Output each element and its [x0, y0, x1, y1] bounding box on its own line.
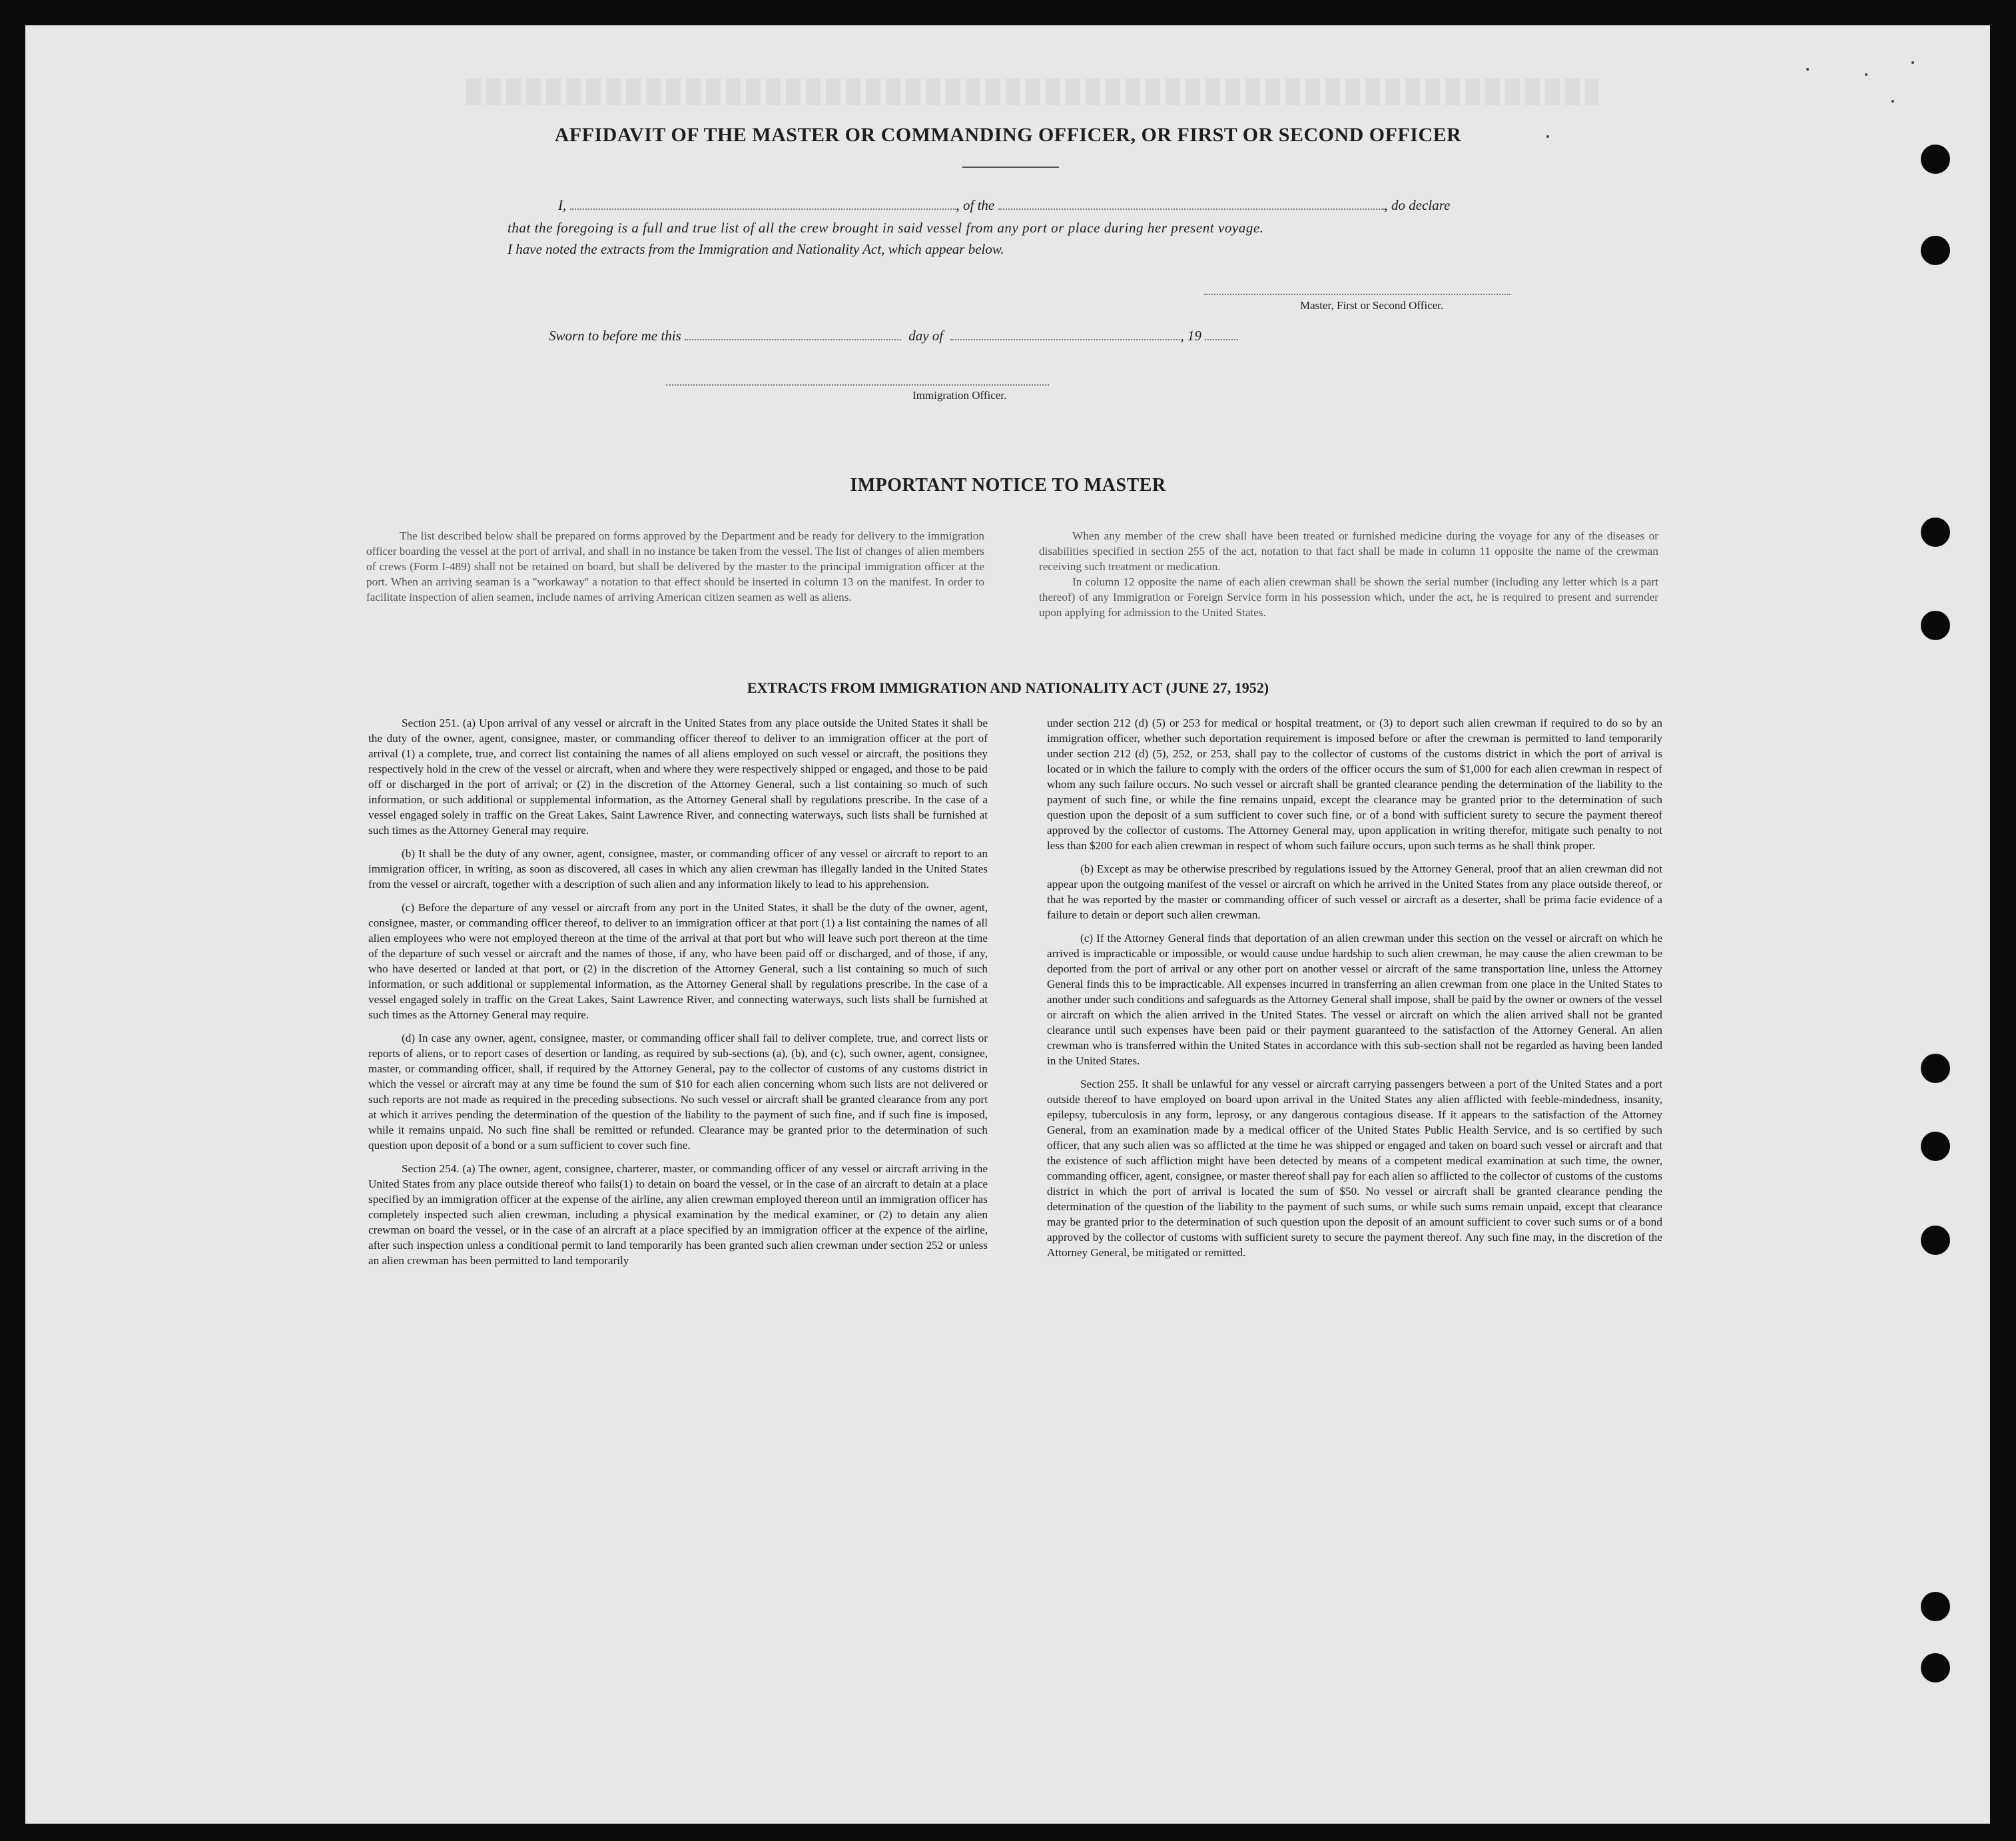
officer-signature-line[interactable] [666, 384, 1049, 386]
notice-left-column [366, 528, 984, 613]
notice-title: IMPORTANT NOTICE TO MASTER [850, 475, 1166, 496]
section-paragraph: Section 254. (a) The owner, agent, consignee, charterer, master, or commanding officer of any vessel or aircraft arriving in the United States from any place outside thereof who fails(1) to detain on board the vessel, or in the case of an aircraft to detain at a place specified by an immigration officer at the expense of the airline, any alien crewman employed thereon until an immigration officer has completely inspected such alien crewman, including a physical examination by the medical examiner, or (2) to detain any alien crewman on board the vessel, or in the case of an aircraft at a place specified by an immigration officer at the expence of the airline, after such inspection unless a conditional permit to land temporarily has been granted such alien crewman under section 252 or unless an alien crewman has been permitted to land temporarily [368, 1162, 988, 1267]
day-of-label: day of [908, 328, 944, 344]
of-the-label: , of the [956, 197, 995, 213]
section-paragraph: under section 212 (d) (5) or 253 for medical or hospital treatment, or (3) to deport such alien crewman if required to do so by an immigration officer, whether such deportation requirement is imposed before or after the crewman is permitted to land temporarily under section 212 (d) (5), 252, or 253, shall pay to the collector of customs of the customs district in which the port of arrival is located or in which the failure to comply with the orders of the officer occurs the sum of $1,000 for each alien crewman in respect of whom any such failure occurs. No such vessel or aircraft shall be granted clearance pending the determination of the liability to the payment of such fine, or while the fine remains unpaid, except the clearance may be granted prior to the determination of such question upon the deposit of a sum sufficient to cover such fine, or of a bond with sufficient surety to secure the payment thereof approved by the collector of customs. The Attorney General may, upon application in writing therefor, mitigate such penalty to not less than $200 for each alien crewman in respect of whom such failure occurs, upon such terms as he shall think proper. [1047, 717, 1662, 852]
title-divider [962, 167, 1059, 168]
bleed-through-text [466, 79, 1598, 105]
i-label: I, [558, 197, 567, 213]
year-label: , 19 [1180, 328, 1201, 344]
section-paragraph: (b) Except as may be otherwise prescribed by regulations issued by the Attorney General, proof that an alien crewman did not appear upon the outgoing manifest of the vessel or aircraft on which he arrived in the United States from any place outside thereof, or that he was reported by the master or commanding officer of such vessel or aircraft as a deserter, shall be prima facie evidence of a failure to detain or deport such alien crewman. [1047, 863, 1662, 921]
notice-right-column [1039, 528, 1658, 628]
binder-hole [1921, 1132, 1950, 1161]
speck [1911, 61, 1914, 64]
speck [1865, 73, 1867, 76]
affidavit-line-3: I have noted the extracts from the Immigration and Nationality Act, which appear below. [507, 241, 1004, 257]
section-paragraph: (c) Before the departure of any vessel or aircraft from any port in the United States, it shall be the duty of the owner, agent, consignee, master, or commanding officer thereof, to deliver to an immigration officer at that port (1) a list containing the names of all alien employees who were not employed thereon at the time of the arrival at that port but who will leave such port thereon at the time of the departure of such vessel or aircraft and the names of those, if any, who have been paid off or discharged, and of those, if any, who have deserted or landed at that port, or (2) in the discretion of the Attorney General, such a list containing so much of such information, or such additional or supplemental information, as the Attorney General shall by regulations prescribe. In the case of a vessel engaged solely in traffic on the Great Lakes, Saint Lawrence River, and connecting waterways, such lists shall be furnished at such times as the Attorney General may require. [368, 901, 988, 1021]
officer-signature-label: Immigration Officer. [912, 389, 1007, 402]
notice-paragraph: When any member of the crew shall have been treated or furnished medicine during the voyage for any of the diseases or disabilities specified in section 255 of the act, notation to that fact shall be made in column 11 opposite the name of the crewman receiving such treatment or medication. [1039, 530, 1658, 573]
document-page [25, 25, 1990, 1824]
sworn-line [549, 328, 1238, 344]
speck [1806, 68, 1809, 71]
affidavit-title: AFFIDAVIT OF THE MASTER OR COMMANDING OFFICER, OR FIRST OR SECOND OFFICER [554, 124, 1462, 146]
master-signature-line[interactable] [1204, 294, 1511, 295]
binder-hole [1921, 611, 1950, 640]
sworn-label: Sworn to before me this [549, 328, 681, 344]
affidavit-line-2: that the foregoing is a full and true list of all the crew brought in said vessel from any port or place during her present voyage. [507, 220, 1264, 236]
binder-hole [1921, 236, 1950, 265]
binder-hole [1921, 1054, 1950, 1083]
binder-hole [1921, 518, 1950, 547]
section-paragraph: (c) If the Attorney General finds that deportation of an alien crewman under this section on the vessel or aircraft on which he arrived is impracticable or impossible, or would cause undue hardship to such alien crewman, he may cause the alien crewman to be deported from the port of arrival or any other port on another vessel or aircraft of the same transportation line, unless the Attorney General finds this to be impracticable. All expenses incurred in transferring an alien crewman from one place in the United States to another under such conditions and safeguards as the Attorney General shall impose, shall be paid by the owner or owners of the vessel or aircraft on which the alien arrived in the United States. The vessel or aircraft on which the alien arrived shall not be granted clearance until such expenses have been paid or their payment guaranteed to the satisfaction of the Attorney General. An alien crewman who is transferred within the United States in accordance with this sub-section shall not be regarded as having been landed in the United States. [1047, 932, 1662, 1067]
binder-hole [1921, 1592, 1950, 1621]
name-field[interactable] [570, 208, 956, 210]
notice-paragraph: In column 12 opposite the name of each alien crewman shall be shown the serial number (including any letter which is a part thereof) of any Immigration or Foreign Service form in his possession which, under the act, he is required to present and surrender upon applying for admission to the United States. [1039, 575, 1658, 619]
extracts-title: EXTRACTS FROM IMMIGRATION AND NATIONALITY ACT (JUNE 27, 1952) [747, 679, 1269, 696]
section-paragraph: (b) It shall be the duty of any owner, agent, consignee, master, or commanding officer of any vessel or aircraft to report to an immigration officer, in writing, as soon as discovered, all cases in which any alien crewman has illegally landed in the United States from the vessel or aircraft, together with a description of such alien and any information likely to lead to his apprehension. [368, 847, 988, 891]
section-paragraph: (d) In case any owner, agent, consignee, master, or commanding officer shall fail to deliver complete, true, and correct lists or reports of aliens, or to report cases of desertion or landing, as required by sub-sections (a), (b), and (c), such owner, agent, consignee, master, or commanding officer, shall, if required by the Attorney General, pay to the collector of customs of any customs district in which the vessel or aircraft may at any time be found the sum of $10 for each alien concerning whom such lists are not delivered or such reports are not made as required in the preceding subsections. No such vessel or aircraft shall be granted clearance from any port at which it arrives pending the determination of the question of the liability to the payment of such fine, and if such fine is imposed, while it remains unpaid. No such fine shall be remitted or refunded. Clearance may be granted prior to the determination of such question upon deposit of a bond or a sum sufficient to cover such fine. [368, 1032, 988, 1152]
extracts-right-column [1047, 715, 1662, 1268]
binder-hole [1921, 1226, 1950, 1255]
declare-label: , do declare [1384, 197, 1451, 213]
section-paragraph: Section 251. (a) Upon arrival of any vessel or aircraft in the United States from any place outside the United States it shall be the duty of the owner, agent, consignee, master, or commanding officer thereof to deliver to an immigration officer at the port of arrival (1) a complete, true, and correct list containing the names of all aliens employed on such vessel or aircraft, the positions they respectively hold in the crew of the vessel or aircraft, when and where they were respectively shipped or engaged, and those to be paid off or discharged in the port of arrival; or (2) in the discretion of the Attorney General, such a list containing so much of such information, or such additional or supplemental information, as the Attorney General shall by regulations prescribe. In the case of a vessel engaged solely in traffic on the Great Lakes, Saint Lawrence River, and connecting waterways, such lists shall be furnished at such times as the Attorney General may require. [368, 717, 988, 837]
year-field[interactable] [1205, 338, 1238, 340]
month-field[interactable] [950, 338, 1180, 340]
extracts-left-column [368, 715, 988, 1276]
section-paragraph: Section 255. It shall be unlawful for any vessel or aircraft carrying passengers between a port of the United States and a port outside thereof to have employed on board upon arrival in the United States any alien afflicted with feeble-mindedness, insanity, epilepsy, tuberculosis in any form, leprosy, or any dangerous contagious disease. If it appears to the satisfaction of the Attorney General, from an examination made by a medical officer of the United States Public Health Service, and is so certified by such officer, that any such alien was so afflicted at the time he was shipped or engaged and taken on board such vessel or aircraft and that the existence of such affliction might have been detected by means of a competent medical examination at such time, the owner, commanding officer, agent, consignee, or master thereof shall pay for each alien so afflicted to the collector of customs of the customs district in which the port of arrival is located the sum of $50. No vessel or aircraft shall be granted clearance pending the determination of the question of the liability to the payment of such sums, or while such sums remain unpaid, except that clearance may be granted prior to the determination of such question upon the deposit of an amount sufficient to cover such sums or of a bond approved by the collector of customs with sufficient surety to secure the payment thereof. Any such fine may, in the discretion of the Attorney General, be mitigated or remitted. [1047, 1078, 1662, 1259]
affidavit-line-1 [558, 197, 1450, 214]
day-field[interactable] [685, 338, 901, 340]
notice-paragraph: The list described below shall be prepared on forms approved by the Department and be ready for delivery to the immigration officer boarding the vessel at the port of arrival, and shall in no instance be taken from the vessel. The list of changes of alien members of crews (Form I-489) shall not be retained on board, but shall be delivered by the master to the principal immigration officer at the port. When an arriving seaman is a ''workaway'' a notation to that effect should be inserted in column 13 on the manifest. In order to facilitate inspection of alien seamen, include names of arriving American citizen seamen as well as aliens. [366, 530, 984, 603]
speck [1891, 100, 1894, 103]
binder-hole [1921, 1653, 1950, 1682]
vessel-field[interactable] [998, 208, 1385, 210]
master-signature-label: Master, First or Second Officer. [1300, 299, 1444, 312]
binder-hole [1921, 145, 1950, 174]
